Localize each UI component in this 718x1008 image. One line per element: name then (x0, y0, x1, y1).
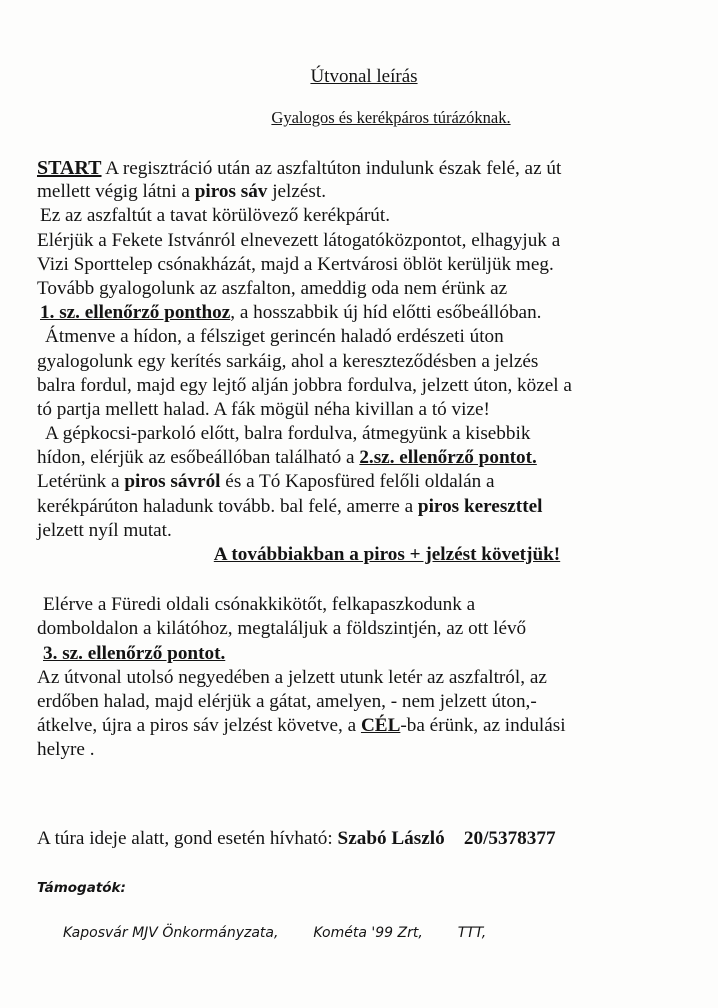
sponsors-label: Támogatók: (37, 880, 126, 896)
paragraph-line: Ez az aszfaltút a tavat körülövező kerékpárút. (40, 205, 390, 227)
paragraph-line: jelzett nyíl mutat. (37, 519, 172, 541)
sponsor-item: Kométa '99 Zrt, (313, 925, 423, 941)
paragraph-line: átkelve, újra a piros sáv jelzést követve, a CÉL-ba érünk, az indulási (37, 715, 566, 737)
paragraph-line: Elérve a Füredi oldali csónakkikötőt, felkapaszkodunk a (43, 594, 476, 616)
paragraph-line: START A regisztráció után az aszfaltúton indulunk észak felé, az út (37, 157, 562, 179)
route-description (37, 156, 707, 763)
checkpoint-3: 3. sz. ellenőrző pontot. (43, 642, 226, 664)
paragraph-line: hídon, elérjük az esőbeállóban található a 2.sz. ellenőrző pontot. (37, 447, 537, 469)
red-stripe-mark: piros sávról (124, 471, 221, 493)
highlight-instruction: A továbbiakban a piros + jelzést követjük! (213, 544, 561, 565)
paragraph-line: kerékpárúton haladunk tovább. bal felé, amerre a piros kereszttel (37, 495, 543, 517)
paragraph-line: balra fordul, majd egy lejtő alján jobbra fordulva, jelzett úton, közel a (37, 374, 572, 396)
page-subtitle: Gyalogos és kerékpáros túrázóknak. (271, 108, 511, 127)
sponsor-item: Kaposvár MJV Önkormányzata, (63, 925, 279, 941)
paragraph-line: domboldalon a kilátóhoz, megtaláljuk a földszintjén, az ott lévő (37, 618, 527, 640)
paragraph-line: tó partja mellett halad. A fák mögül néha kivillan a tó vize! (37, 398, 490, 420)
start-label: START (37, 157, 102, 179)
paragraph-line: 1. sz. ellenőrző ponthoz, a hosszabbik új híd előtti esőbeállóban. (40, 302, 542, 324)
red-stripe-mark: piros sáv (194, 181, 268, 203)
checkpoint-2: 2.sz. ellenőrző pontot. (359, 447, 537, 469)
paragraph-line: Vizi Sporttelep csónakházát, majd a Kertvárosi öblöt kerüljük meg. (37, 253, 554, 275)
paragraph-line: Az útvonal utolsó negyedében a jelzett utunk letér az aszfaltról, az (37, 666, 547, 688)
paragraph-line: Letérünk a piros sávról és a Tó Kaposfüred felőli oldalán a (37, 471, 495, 493)
checkpoint-1: 1. sz. ellenőrző ponthoz (40, 302, 231, 324)
finish-label: CÉL (360, 715, 401, 737)
paragraph-line: gyalogolunk egy kerítés sarkáig, ahol a kereszteződésben a jelzés (37, 350, 539, 372)
paragraph-line: Elérjük a Fekete Istvánról elnevezett látogatóközpontot, elhagyjuk a (37, 229, 561, 251)
sponsors-list (63, 925, 486, 941)
paragraph-line: Átmenve a hídon, a félsziget gerincén haladó erdészeti úton (45, 326, 504, 348)
contact-name: Szabó László (337, 828, 445, 849)
paragraph-line: A gépkocsi-parkoló előtt, balra fordulva, átmegyünk a kisebbik (45, 423, 531, 445)
sponsor-item: TTT, (457, 925, 487, 941)
contact-phone: 20/5378377 (463, 828, 556, 849)
page-title: Útvonal leírás (310, 66, 418, 87)
contact-line: A túra ideje alatt, gond esetén hívható: Szabó László 20/5378377 (37, 828, 556, 849)
paragraph-line (37, 642, 707, 666)
paragraph-line: mellett végig látni a piros sáv jelzést. (37, 181, 327, 203)
paragraph-line: helyre . (37, 739, 95, 761)
red-cross-mark: piros kereszttel (417, 495, 543, 517)
paragraph-line: Tovább gyalogolunk az aszfalton, ameddig oda nem érünk az (37, 277, 508, 299)
paragraph-line: erdőben halad, majd elérjük a gátat, amelyen, - nem jelzett úton,- (37, 690, 537, 712)
